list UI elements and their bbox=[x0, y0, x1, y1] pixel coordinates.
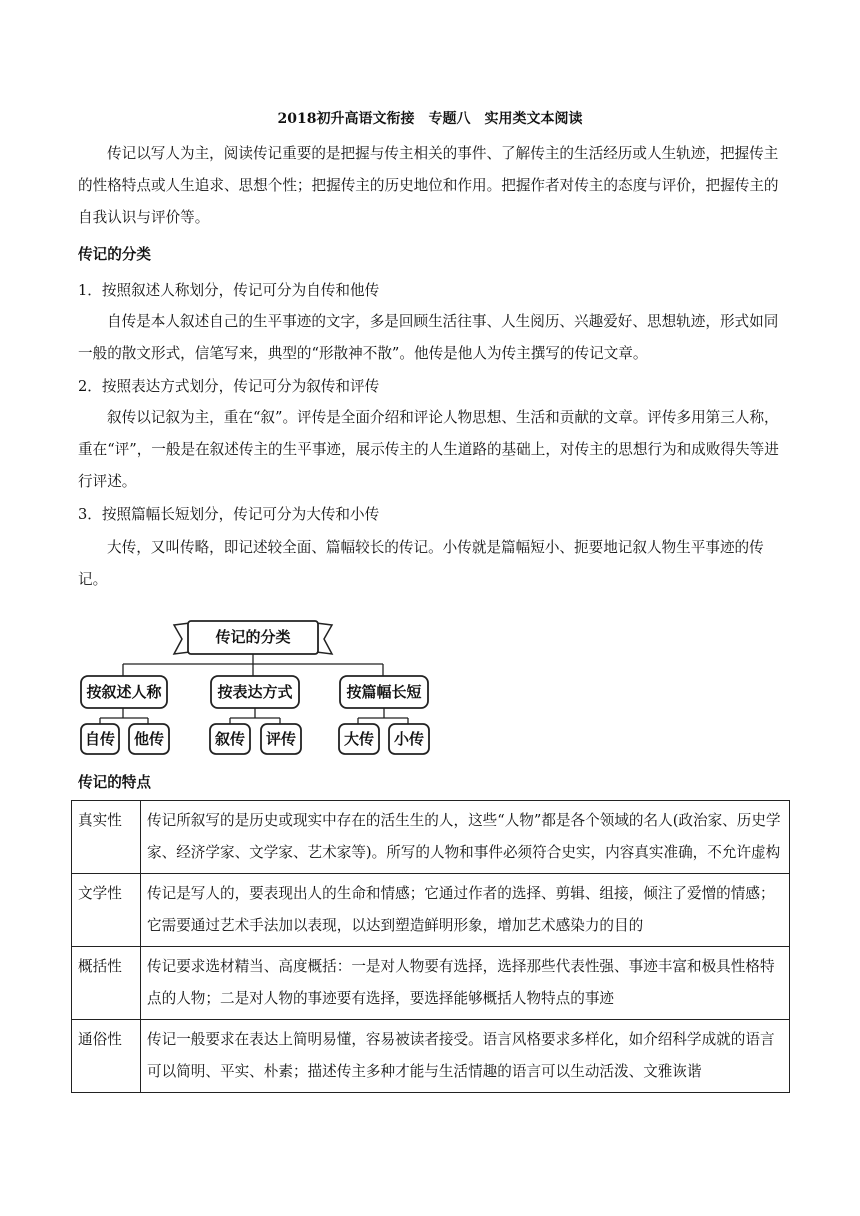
page-title: 2018初升高语文衔接 专题八 实用类文本阅读 bbox=[277, 111, 583, 127]
diagram-root-label: 传记的分类 bbox=[215, 628, 291, 646]
item-2-title: 2．按照表达方式划分，传记可分为叙传和评传 bbox=[78, 378, 380, 395]
intro-paragraph: 传记以写人为主，阅读传记重要的是把握与传主相关的事件、了解传主的生活经历或人生轨迹，把握传主的性格特点或人生追求、思想个性；把握传主的历史地位和作用。把握作者对传主的态度与评价，把握传主的自我认识与评价等。 bbox=[78, 145, 779, 226]
section-heading-classification: 传记的分类 bbox=[78, 246, 151, 263]
diagram-group-label-length: 按篇幅长短 bbox=[346, 683, 422, 701]
item-1-title: 1．按照叙述人称划分，传记可分为自传和他传 bbox=[78, 282, 380, 299]
diagram-leaf-label: 叙传 bbox=[214, 730, 245, 748]
item-1-body: 自传是本人叙述自己的生平事迹的文字，多是回顾生活往事、人生阅历、兴趣爱好、思想轨迹，形式如同一般的散文形式，信笔写来，典型的“形散神不散”。他传是他人为传主撰写的传记文章。 bbox=[78, 313, 779, 362]
item-2-body: 叙传以记叙为主，重在“叙”。评传是全面介绍和评论人物思想、生活和贡献的文章。评传多用第三人称，重在“评”，一般是在叙述传主的生平事迹，展示传主的人生道路的基础上，对传主的思想行为和成败得失等进行评述。 bbox=[78, 409, 779, 490]
section-heading-features: 传记的特点 bbox=[78, 774, 151, 791]
diagram-leaf-label: 自传 bbox=[84, 730, 115, 748]
feature-label: 文学性 bbox=[72, 874, 141, 947]
item-3-body: 大传，又叫传略，即记述较全面、篇幅较长的传记。小传就是篇幅短小、扼要地记叙人物生平事迹的传记。 bbox=[78, 539, 764, 588]
diagram-leaf-label: 小传 bbox=[393, 730, 424, 748]
diagram-group-label-person: 按叙述人称 bbox=[86, 683, 162, 701]
table-row bbox=[72, 801, 790, 874]
item-3-title: 3．按照篇幅长短划分，传记可分为大传和小传 bbox=[78, 506, 380, 523]
diagram-leaf-label: 评传 bbox=[265, 730, 296, 748]
table-row bbox=[72, 874, 790, 947]
diagram-leaf-label: 他传 bbox=[133, 730, 164, 748]
feature-description: 传记一般要求在表达上简明易懂，容易被读者接受。语言风格要求多样化，如介绍科学成就的语言可以简明、平实、朴素；描述传主多种才能与生活情趣的语言可以生动活泼、文雅诙谐 bbox=[141, 1020, 790, 1093]
feature-label: 真实性 bbox=[72, 801, 141, 874]
feature-description: 传记所叙写的是历史或现实中存在的活生生的人，这些“人物”都是各个领域的名人(政治家、历史学家、经济学家、文学家、艺术家等)。所写的人物和事件必须符合史实，内容真实准确，不允许虚构 bbox=[141, 801, 790, 874]
diagram-group-label-expression: 按表达方式 bbox=[217, 683, 293, 701]
feature-description: 传记是写人的，要表现出人的生命和情感；它通过作者的选择、剪辑、组接，倾注了爱憎的情感；它需要通过艺术手法加以表现，以达到塑造鲜明形象，增加艺术感染力的目的 bbox=[141, 874, 790, 947]
feature-description: 传记要求选材精当、高度概括：一是对人物要有选择，选择那些代表性强、事迹丰富和极具性格特点的人物；二是对人物的事迹要有选择，要选择能够概括人物特点的事迹 bbox=[141, 947, 790, 1020]
features-table bbox=[71, 800, 790, 1093]
classification-diagram bbox=[78, 618, 438, 758]
feature-label: 通俗性 bbox=[72, 1020, 141, 1093]
table-row bbox=[72, 947, 790, 1020]
diagram-leaf-label: 大传 bbox=[343, 730, 374, 748]
feature-label: 概括性 bbox=[72, 947, 141, 1020]
table-row bbox=[72, 1020, 790, 1093]
